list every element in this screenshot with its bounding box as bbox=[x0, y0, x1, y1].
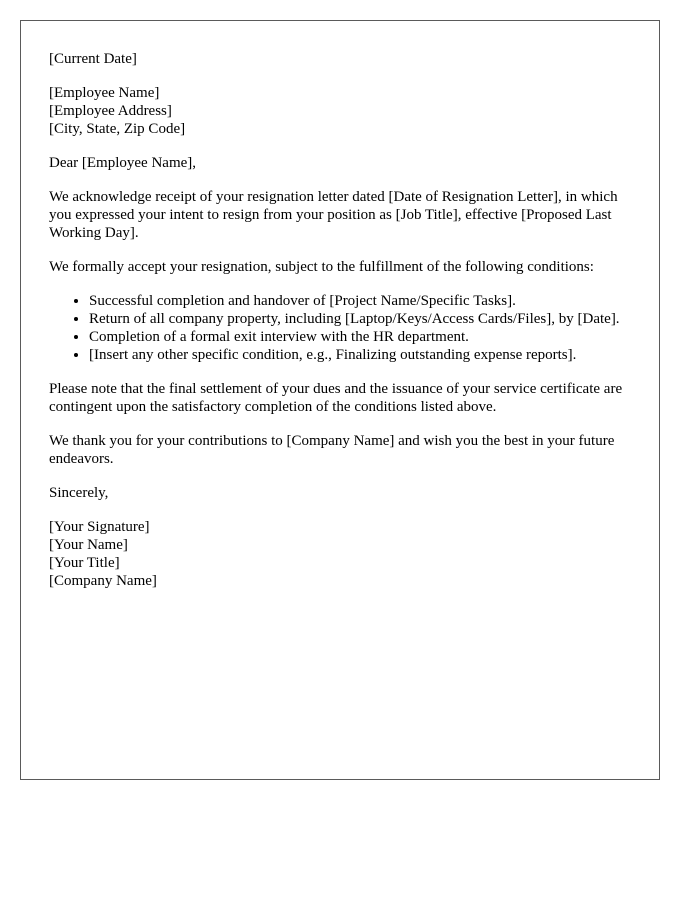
thanks-paragraph: We thank you for your contributions to [Company Name] and wish you the best in your future endeavors. bbox=[49, 433, 615, 467]
acknowledge-paragraph: We acknowledge receipt of your resignation letter dated [Date of Resignation Letter], in which you expressed your intent to resign from your position as [Job Title], effective [Proposed Last Working Day]. bbox=[49, 189, 618, 241]
condition-item: • [Insert any other specific condition, e.g., Finalizing outstanding expense reports]. bbox=[89, 346, 631, 364]
closing: Sincerely, bbox=[49, 485, 109, 501]
recipient-city-state-zip: [City, State, Zip Code] bbox=[49, 121, 186, 137]
condition-item: • Successful completion and handover of [Project Name/Specific Tasks]. bbox=[89, 292, 631, 310]
signature-placeholder: [Your Signature] bbox=[49, 519, 150, 535]
sender-name: [Your Name] bbox=[49, 537, 128, 553]
sender-title: [Your Title] bbox=[49, 555, 120, 571]
signature-block bbox=[49, 518, 631, 590]
letter-page bbox=[20, 20, 660, 780]
recipient-address-block bbox=[49, 84, 631, 138]
salutation: Dear [Employee Name], bbox=[49, 155, 197, 171]
settlement-paragraph: Please note that the final settlement of your dues and the issuance of your service certificate are contingent upon the satisfactory completion of the conditions listed above. bbox=[49, 381, 623, 415]
condition-item: • Return of all company property, including [Laptop/Keys/Access Cards/Files], by [Date]. bbox=[89, 310, 631, 328]
recipient-name: [Employee Name] bbox=[49, 85, 160, 101]
sender-company: [Company Name] bbox=[49, 573, 157, 589]
date-block bbox=[49, 50, 631, 68]
accept-paragraph: We formally accept your resignation, subject to the fulfillment of the following conditions: bbox=[49, 259, 594, 275]
condition-item: • Completion of a formal exit interview with the HR department. bbox=[89, 328, 631, 346]
letter-date: [Current Date] bbox=[49, 51, 137, 67]
recipient-address: [Employee Address] bbox=[49, 103, 172, 119]
conditions-list bbox=[49, 292, 631, 364]
